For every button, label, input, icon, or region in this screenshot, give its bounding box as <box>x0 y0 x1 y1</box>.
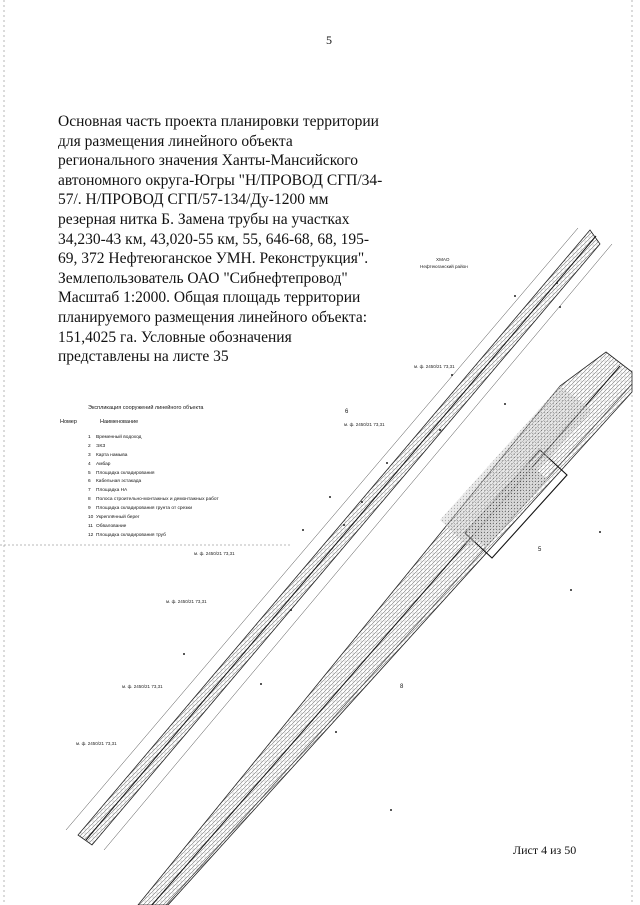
title-line: планируемого размещения линейного объекта: <box>58 308 368 326</box>
parcel-label: 5 <box>538 547 542 553</box>
map-annotation: м. ф. 2450/21 73,31 <box>76 741 117 746</box>
title-line: 34,230-43 км, 43,020-55 км, 55, 646-68, 68, 195- <box>58 230 370 248</box>
legend-row: 10 Укреплённый берег <box>88 515 140 521</box>
corridor-edge <box>104 244 612 850</box>
legend-col-name: Наименование <box>100 419 139 425</box>
legend-rows <box>58 435 288 542</box>
title-line: резерная нитка Б. Замена трубы на участках <box>58 210 350 228</box>
parcel-label: 8 <box>400 684 404 690</box>
title-line: Землепользователь ОАО "Сибнефтепровод" <box>58 269 348 287</box>
place-label: ХМАО <box>436 257 450 262</box>
title-line: 69, 372 Нефтеюганское УМН. Реконструкция". <box>58 250 369 268</box>
title-line: Основная часть проекта планировки территории <box>58 113 379 130</box>
legend-row: 7 Площадка НА <box>88 488 128 494</box>
title-line: 57/. Н/ПРОВОД СГП/57-134/Ду-1200 мм <box>58 191 329 209</box>
legend-row: 5 Площадка складирования <box>88 470 155 476</box>
map-annotation: м. ф. 2450/21 73,31 <box>122 684 163 689</box>
legend-row: 2 ЭХЗ <box>88 443 106 449</box>
dense-segment <box>440 386 592 548</box>
title-line: Масштаб 1:2000. Общая площадь территории <box>58 289 361 307</box>
legend-col-number: Номер <box>60 419 77 425</box>
map-annotation: м. ф. 2450/21 73,31 <box>166 599 207 604</box>
title-line: регионального значения Ханты-Мансийского <box>58 152 358 170</box>
title-line: для размещения линейного объекта <box>58 132 293 150</box>
page-number: 5 <box>326 33 332 47</box>
legend-row: 6 Кабельная эстакада <box>88 479 142 485</box>
title-line: 151,4025 га. Условные обозначения <box>58 328 292 346</box>
map-annotation: м. ф. 2450/21 73,31 <box>414 364 455 369</box>
parcel-label: 6 <box>345 409 349 415</box>
title-line: автономного округа-Югры "Н/ПРОВОД СГП/34- <box>58 171 383 189</box>
legend-row: 8 Полоса строительно-монтажных и демонтажных работ <box>88 497 219 503</box>
title-line: представлены на листе 35 <box>58 348 229 366</box>
legend-title: Экспликация сооружений линейного объекта <box>88 405 204 411</box>
legend-row: 3 Карта намыва <box>88 452 128 458</box>
sheet-label: Лист 4 из 50 <box>513 843 577 857</box>
map-annotation: м. ф. 2450/21 73,31 <box>194 551 235 556</box>
legend-row: 1 Временный водоход <box>88 435 142 440</box>
map-annotation: м. ф. 2450/21 73,31 <box>344 422 385 427</box>
legend-row: 11 Обвалование <box>88 523 127 529</box>
legend-row: 4 Амбар <box>88 461 111 467</box>
district-label: Нефтеюганский район <box>420 264 468 269</box>
legend-row: 12 Площадка складирования труб <box>88 532 166 538</box>
legend-row: 9 Площадка складирования грунта от срезки <box>88 506 193 512</box>
